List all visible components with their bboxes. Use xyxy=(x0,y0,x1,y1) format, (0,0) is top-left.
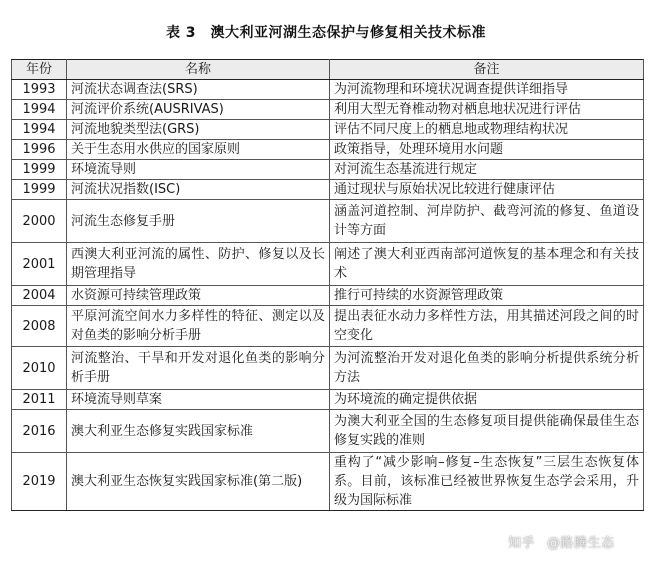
cell-note: 为澳大利亚全国的生态修复项目提供能确保最佳生态修复实践的准则 xyxy=(330,410,644,453)
table-row xyxy=(12,306,644,347)
cell-note: 推行可持续的水资源管理政策 xyxy=(330,286,644,306)
cell-year: 2001 xyxy=(12,243,67,286)
table-row xyxy=(12,180,644,200)
cell-year: 2000 xyxy=(12,200,67,243)
table-row xyxy=(12,120,644,140)
cell-note: 重构了“减少影响–修复–生态恢复”三层生态恢复体系。目前，该标准已经被世界恢复生态学会采用，升级为国际标准 xyxy=(330,453,644,511)
cell-note: 为环境流的确定提供依据 xyxy=(330,390,644,410)
cell-note: 通过现状与原始状况比较进行健康评估 xyxy=(330,180,644,200)
table-row xyxy=(12,140,644,160)
cell-name: 环境流导则草案 xyxy=(67,390,330,410)
table-row xyxy=(12,453,644,511)
cell-name: 河流评价系统(AUSRIVAS) xyxy=(67,100,330,120)
cell-name: 河流状态调查法(SRS) xyxy=(67,80,330,100)
cell-name: 水资源可持续管理政策 xyxy=(67,286,330,306)
cell-year: 1993 xyxy=(12,80,67,100)
cell-note: 利用大型无脊椎动物对栖息地状况进行评估 xyxy=(330,100,644,120)
cell-year: 1996 xyxy=(12,140,67,160)
table-row xyxy=(12,390,644,410)
table-row xyxy=(12,80,644,100)
table-caption: 表 3 澳大利亚河湖生态保护与修复相关技术标准 xyxy=(165,25,487,41)
cell-year: 1994 xyxy=(12,120,67,140)
header-name: 名称 xyxy=(67,60,330,80)
table-row xyxy=(12,286,644,306)
cell-name: 河流状况指数(ISC) xyxy=(67,180,330,200)
cell-note: 对河流生态基流进行规定 xyxy=(330,160,644,180)
cell-name: 河流地貌类型法(GRS) xyxy=(67,120,330,140)
table-row xyxy=(12,100,644,120)
table-header-row xyxy=(12,60,644,80)
cell-note: 为河流整治开发对退化鱼类的影响分析提供系统分析方法 xyxy=(330,347,644,390)
header-note: 备注 xyxy=(330,60,644,80)
cell-name: 河流生态修复手册 xyxy=(67,200,330,243)
zhihu-watermark xyxy=(508,532,615,551)
cell-year: 1999 xyxy=(12,180,67,200)
cell-year: 2011 xyxy=(12,390,67,410)
table-row xyxy=(12,243,644,286)
cell-note: 阐述了澳大利亚西南部河道恢复的基本理念和有关技术 xyxy=(330,243,644,286)
cell-name: 关于生态用水供应的国家原则 xyxy=(67,140,330,160)
cell-note: 提出表征水动力多样性方法，用其描述河段之间的时空变化 xyxy=(330,306,644,347)
table-row xyxy=(12,347,644,390)
cell-year: 2016 xyxy=(12,410,67,453)
cell-year: 2008 xyxy=(12,306,67,347)
cell-year: 1994 xyxy=(12,100,67,120)
cell-name: 澳大利亚生态恢复实践国家标准(第二版) xyxy=(67,453,330,511)
header-year: 年份 xyxy=(12,60,67,80)
watermark-site: 知乎 xyxy=(508,536,536,551)
cell-note: 政策指导，处理环境用水问题 xyxy=(330,140,644,160)
cell-note: 评估不同尺度上的栖息地或物理结构状况 xyxy=(330,120,644,140)
table-row xyxy=(12,160,644,180)
watermark-author: @路腾生态 xyxy=(547,536,615,551)
cell-year: 1999 xyxy=(12,160,67,180)
cell-year: 2010 xyxy=(12,347,67,390)
cell-year: 2004 xyxy=(12,286,67,306)
cell-name: 澳大利亚生态修复实践国家标准 xyxy=(67,410,330,453)
cell-year: 2019 xyxy=(12,453,67,511)
table-row xyxy=(12,200,644,243)
cell-name: 河流整治、干旱和开发对退化鱼类的影响分析手册 xyxy=(67,347,330,390)
cell-name: 环境流导则 xyxy=(67,160,330,180)
cell-note: 为河流物理和环境状况调查提供详细指导 xyxy=(330,80,644,100)
standards-table xyxy=(11,59,644,511)
cell-note: 涵盖河道控制、河岸防护、截弯河流的修复、鱼道设计等方面 xyxy=(330,200,644,243)
cell-name: 西澳大利亚河流的属性、防护、修复以及长期管理指导 xyxy=(67,243,330,286)
table-row xyxy=(12,410,644,453)
cell-name: 平原河流空间水力多样性的特征、测定以及对鱼类的影响分析手册 xyxy=(67,306,330,347)
